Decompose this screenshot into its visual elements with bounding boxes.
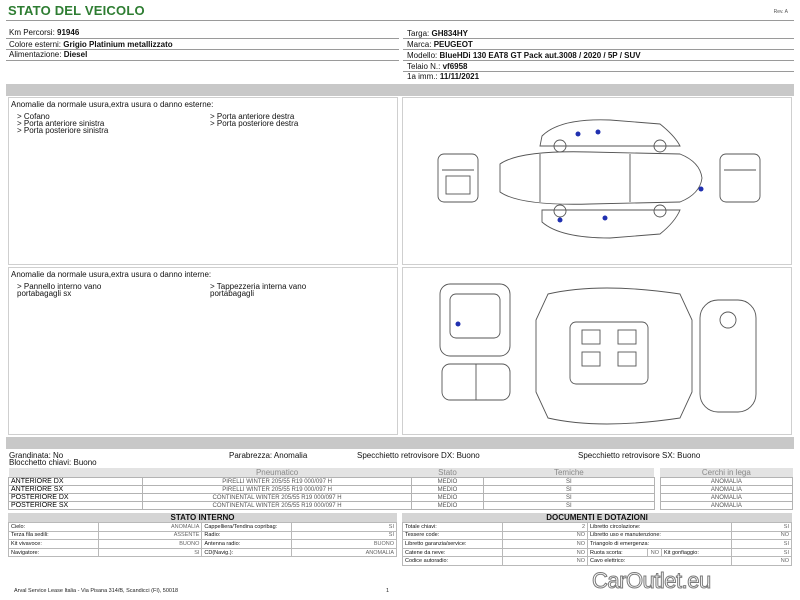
damage-marker (558, 218, 563, 223)
interior-damage-list-2 (210, 283, 306, 297)
table-row: ANTERIORE SX PIRELLI WINTER 205/55 R19 000/097 H MEDIO SI ANOMALIA (9, 486, 793, 494)
column-header: Cerchi in lega (660, 468, 792, 478)
divider (403, 49, 794, 50)
section-band (6, 84, 794, 96)
divider (6, 20, 794, 21)
damage-marker (603, 216, 608, 221)
mirror-dx-note: Specchietto retrovisore DX: Buono (357, 451, 480, 460)
exterior-car-diagram (430, 114, 770, 264)
column-header: Pneumatico (143, 468, 412, 478)
windshield-note: Parabrezza: Anomalia (229, 451, 308, 460)
table-row: Navigatore: SI CD(Navig.): ANOMALIA (9, 548, 397, 557)
exterior-damage-list-1 (17, 113, 108, 134)
plate-row: Targa: GH834HY (407, 29, 468, 38)
watermark-logo: CarOutlet.eu (592, 568, 711, 593)
exterior-damage-list-2 (210, 113, 298, 127)
damage-marker (576, 132, 581, 137)
damage-marker (456, 322, 461, 327)
model-row: Modello: BlueHDi 130 EAT8 GT Pack aut.3008 / 2020 / 5P / SUV (407, 51, 641, 60)
list-item: > Pannello interno vano (17, 282, 102, 291)
divider (403, 60, 794, 61)
key-lock-note: Blocchetto chiavi: Buono (9, 458, 97, 467)
brand-row: Marca: PEUGEOT (407, 40, 473, 49)
column-header: Stato (411, 468, 483, 478)
footer-page-number: 1 (386, 588, 390, 594)
table-row: ANTERIORE DX PIRELLI WINTER 205/55 R19 000/097 H MEDIO SI ANOMALIA (9, 478, 793, 486)
table-row: POSTERIORE DX CONTINENTAL WINTER 205/55 R19 000/097 H MEDIO SI ANOMALIA (9, 494, 793, 502)
mirror-sx-note: Specchietto retrovisore SX: Buono (578, 451, 701, 460)
list-item: > Porta anteriore destra (210, 112, 295, 121)
column-header (9, 468, 143, 478)
list-item: portabagagli sx (17, 289, 72, 298)
table-row: Totale chiavi: 2 Libretto circolazione: SI (403, 523, 792, 532)
interior-damage-list-1 (17, 283, 101, 297)
tyres-table (8, 468, 793, 510)
divider (403, 38, 794, 39)
table-row: Cielo: ANOMALIA Cappelliera/Tendina copribag: SI (9, 523, 397, 532)
table-row: Catene da neve: NO Ruota scorta: NO Kit gonfiaggio: SI (403, 548, 792, 557)
exterior-title: Anomalie da normale usura,extra usura o danno esterne: (11, 100, 214, 109)
documents-title: DOCUMENTI E DOTAZIONI (402, 513, 792, 522)
divider (6, 60, 399, 61)
interior-title: Anomalie da normale usura,extra usura o danno interne: (11, 270, 212, 279)
registration-row: 1a imm.: 11/11/2021 (407, 72, 480, 81)
column-header: Temiche (484, 468, 654, 478)
list-item: > Tappezzeria interna vano (210, 282, 307, 291)
list-item: > Porta posteriore sinistra (17, 126, 109, 135)
damage-marker (596, 130, 601, 135)
list-item: > Porta posteriore destra (210, 119, 299, 128)
km-row: Km Percorsi: 91946 (9, 28, 80, 37)
page-title: STATO DEL VEICOLO (8, 3, 145, 18)
color-row: Colore esterni: Grigio Platinium metallizzato (9, 40, 173, 49)
table-row: Terza fila sedili: ASSENTE Radio: SI (9, 531, 397, 540)
documents-table (402, 522, 792, 566)
table-row: Codice autoradio: NO Cavo elettrico: NO (403, 557, 792, 566)
table-row: POSTERIORE SX CONTINENTAL WINTER 205/55 R19 000/097 H MEDIO SI ANOMALIA (9, 502, 793, 510)
footer-company: Arval Service Lease Italia - Via Pisana 314/B, Scandicci (FI), 50018 (14, 588, 179, 594)
fuel-row: Alimentazione: Diesel (9, 50, 88, 59)
internal-state-title: STATO INTERNO (8, 513, 397, 522)
table-row: Libretto garanzia/service: NO Triangolo di emergenza: SI (403, 540, 792, 549)
internal-state-table (8, 522, 397, 557)
list-item: portabagagli (210, 289, 255, 298)
table-row: Tessere code: NO Libretto uso e manutenzione: NO (403, 531, 792, 540)
hail-note: Grandinata: No (9, 451, 64, 460)
list-item: > Porta anteriore sinistra (17, 119, 105, 128)
revision-label: Rev. A (773, 9, 788, 15)
divider (6, 38, 399, 39)
list-item: > Cofano (17, 112, 50, 121)
table-row: Kit vivavoce: BUONO Antenna radio: BUONO (9, 540, 397, 549)
section-band (6, 437, 794, 449)
chassis-row: Telaio N.: vf6958 (407, 62, 468, 71)
damage-marker (699, 187, 704, 192)
interior-car-diagram (430, 280, 770, 432)
